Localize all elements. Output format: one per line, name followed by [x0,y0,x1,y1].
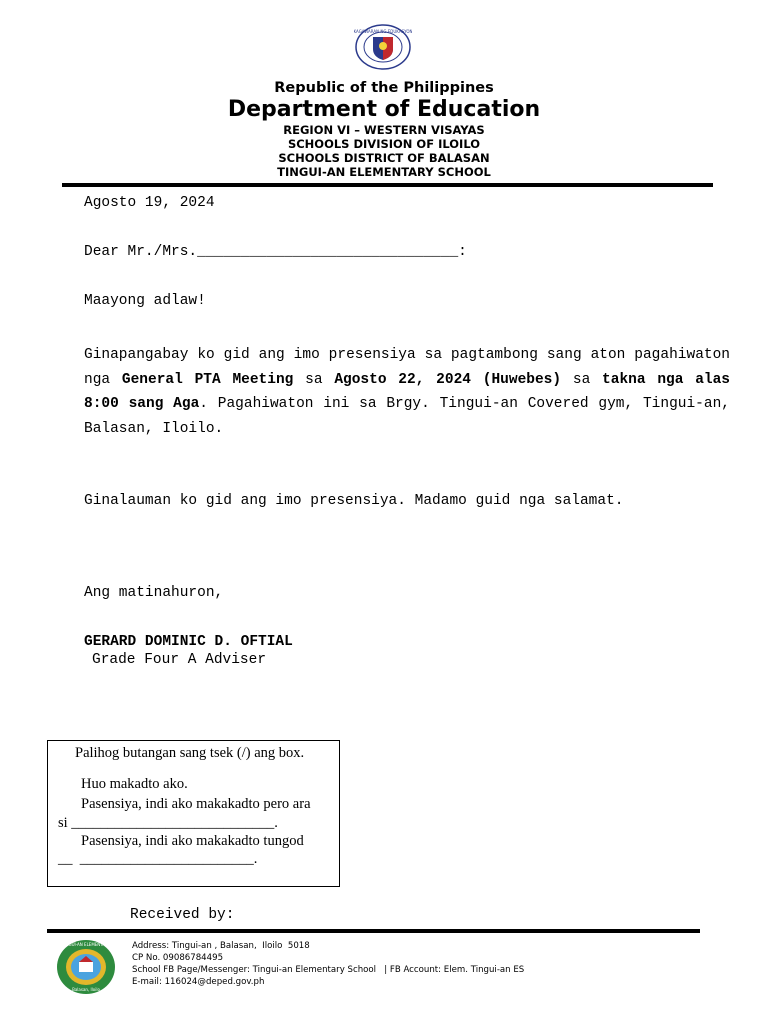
svg-text:KAGAWARAN NG EDUKASYON: KAGAWARAN NG EDUKASYON [354,29,412,34]
header-department: Department of Education [227,97,541,122]
reply-slip [47,740,340,887]
reply-option-absent-blank: __ ________________________. [58,851,258,867]
body-text: sa [561,371,603,388]
reply-instruction: Palihog butangan sang tsek (/) ang box. [75,745,305,761]
header-republic: Republic of the Philippines [274,80,494,96]
event-date: Agosto 22, 2024 (Huwebes) [334,371,562,388]
event-name: General PTA Meeting [121,371,294,388]
letter-body [84,343,730,441]
school-seal-logo [55,938,117,996]
reply-option-representative-blank: si ____________________________. [58,815,278,831]
letter-greeting: Maayong adlaw! [84,293,206,309]
complimentary-close: Ang matinahuron, [84,585,224,601]
reply-option-absent: Pasensiya, indi ako makakadto tungod [81,833,304,849]
letter-salutation: Dear Mr./Mrs.______________________________: [84,244,467,260]
body-text: Ginapangabay ko gid ang imo presensiya sa pagtambong sang aton pagahiwaton nga [84,347,730,388]
footer-address: Address: Tingui-an , Balasan, Iloilo 5018 [132,941,310,951]
received-by-label: Received by: [130,907,235,923]
svg-text:Balasan, Iloilo: Balasan, Iloilo [72,987,100,992]
body-text: . Pagahiwaton ini sa Brgy. Tingui-an Covered gym, Tingui-an, Balasan, Iloilo. [84,396,730,437]
body-text: sa [293,371,335,388]
letter-closing-line: Ginalauman ko gid ang imo presensiya. Madamo guid nga salamat. [84,493,624,509]
footer-social: School FB Page/Messenger: Tingui-an Elementary School | FB Account: Elem. Tingui-an ES [132,965,525,975]
footer-email: E-mail: 116024@deped.gov.ph [132,977,265,987]
reply-option-attend: Huo makadto ako. [81,776,188,792]
signer-position: Grade Four A Adviser [92,652,267,668]
footer-divider [47,929,700,933]
deped-seal-logo [354,24,412,70]
footer-phone: CP No. 09086784495 [132,953,224,963]
svg-text:TINGUI-AN ELEMENTARY: TINGUI-AN ELEMENTARY [61,942,111,947]
signer-name: GERARD DOMINIC D. OFTIAL [84,634,293,650]
reply-option-representative: Pasensiya, indi ako makakadto pero ara [81,796,311,812]
header-school: TINGUI-AN ELEMENTARY SCHOOL [277,165,491,179]
header-divider [62,183,713,187]
footer-contact [132,940,524,988]
letter-date: Agosto 19, 2024 [84,195,215,211]
event-time: takna nga alas 8:00 sang Aga [84,371,731,412]
header-region: REGION VI – WESTERN VISAYAS [283,123,485,137]
header-district: SCHOOLS DISTRICT OF BALASAN [278,151,490,165]
header-division: SCHOOLS DIVISION OF ILOILO [287,137,481,151]
